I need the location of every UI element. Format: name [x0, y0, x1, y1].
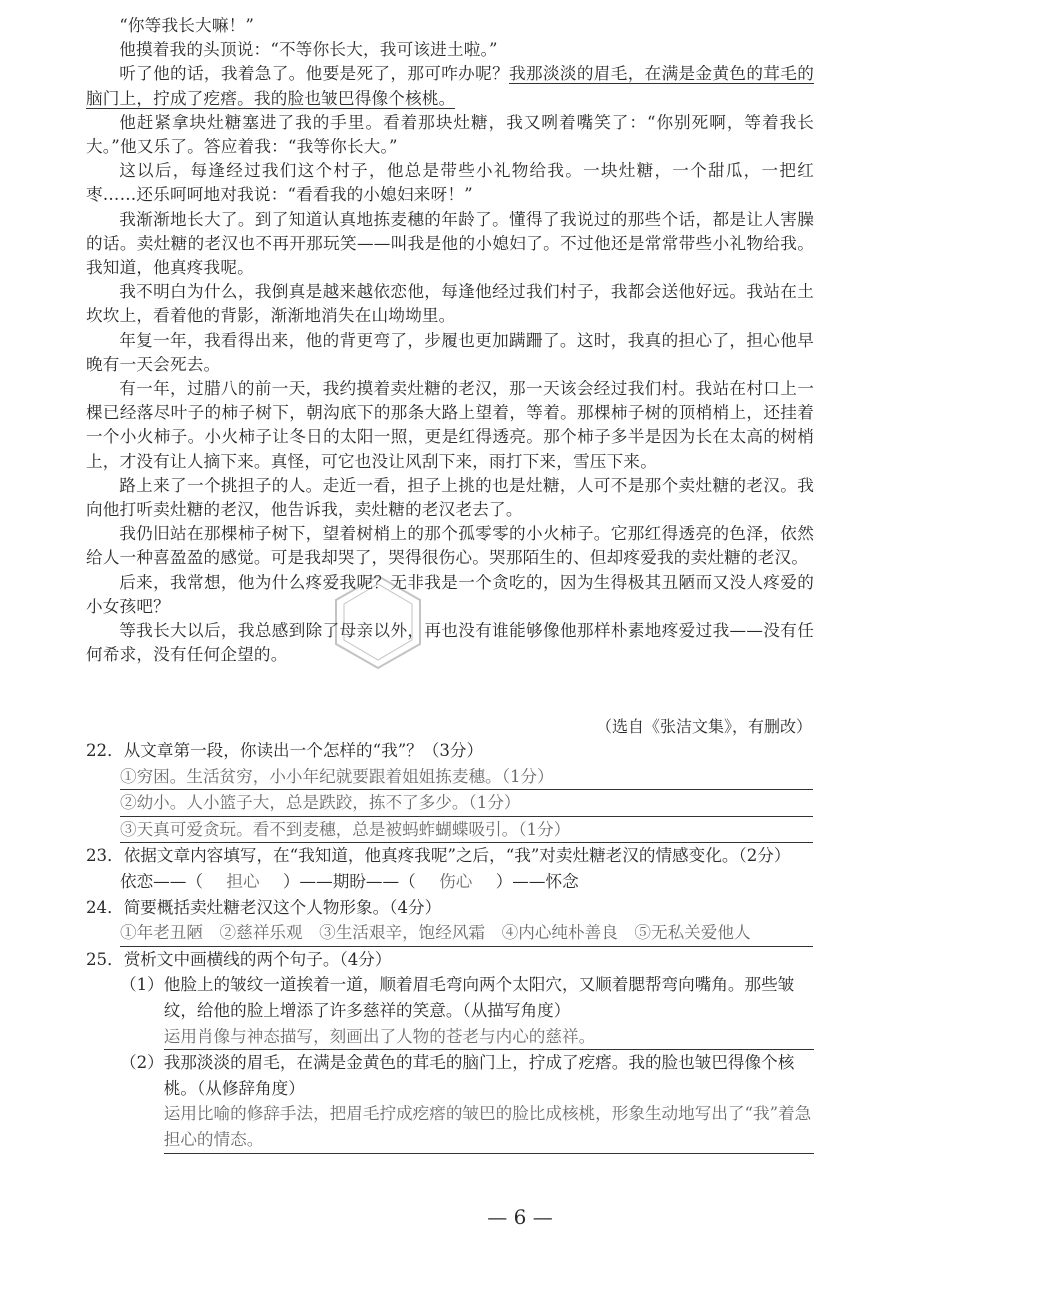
paragraph-text: 听了他的话，我着急了。他要是死了，那可咋办呢？ — [119, 64, 510, 84]
answer-line: 运用比喻的修辞手法，把眉毛拧成疙瘩的皱巴的脸比成核桃，形象生动地写出了“我”着急担心的情态。 — [164, 1101, 814, 1153]
page-number: — 6 — — [487, 1205, 553, 1229]
source-citation: （选自《张洁文集》，有删改） — [595, 717, 812, 736]
watermark-stamp-icon — [328, 572, 428, 672]
sub-question-number: （2） — [120, 1053, 164, 1073]
answer-line: ①年老丑陋 ②慈祥乐观 ③生活艰辛，饱经风霜 ④内心纯朴善良 ⑤无私关爱他人 — [120, 920, 813, 947]
question-22: 22．从文章第一段，你读出一个怎样的“我”？（3分） — [86, 741, 484, 760]
question-25: 25．赏析文中画横线的两个句子。（4分） — [86, 949, 392, 969]
paragraph — [86, 62, 814, 110]
sub-question-number: （1） — [120, 975, 164, 995]
question-24: 24．简要概括卖灶糖老汉这个人物形象。（4分） — [86, 897, 442, 917]
answer-line: 运用肖像与神态描写，刻画出了人物的苍老与内心的慈祥。 — [164, 1024, 814, 1051]
sub-question-1 — [120, 972, 814, 1050]
paragraph: 我渐渐地长大了。到了知道认真地拣麦穗的年龄了。懂得了我说过的那些个话，都是让人害臊的话。卖灶糖的老汉也不再开那玩笑——叫我是他的小媳妇了。不过他还是常常带些小礼物给我。我知道，他真疼我呢。 — [86, 209, 814, 278]
reading-passage — [86, 14, 814, 667]
paragraph: 路上来了一个挑担子的人。走近一看，担子上挑的也是灶糖，人可不是那个卖灶糖的老汉。我向他打听卖灶糖的老汉，他告诉我，卖灶糖的老汉老去了。 — [86, 475, 814, 520]
paragraph: 这以后，每逢经过我们这个村子，他总是带些小礼物给我。一块灶糖，一个甜瓜，一把红枣……还乐呵呵地对我说：“看看我的小媳妇来呀！” — [86, 161, 814, 205]
fill-blank-answer: 伤心 — [439, 871, 473, 891]
paragraph: 他摸着我的头顶说：“不等你长大，我可该进土啦。” — [119, 40, 498, 60]
fill-in-line — [120, 869, 814, 895]
paragraph: 有一年，过腊八的前一天，我约摸着卖灶糖的老汉，那一天该会经过我们村。我站在村口上一棵已经落尽叶子的柿子树下，朝沟底下的那条大路上望着，等着。那棵柿子树的顶梢梢上，还挂着一个小火柿子。小火柿子让冬日的太阳一照，更是红得透亮。那个柿子多半是因为长在太高的树梢上，才没有让人摘下来。真怪，可它也没让风刮下来，雨打下来，雪压下来。 — [86, 379, 814, 471]
paragraph: “你等我长大嘛！” — [119, 16, 255, 35]
fill-blank-answer: 担心 — [226, 871, 260, 891]
fill-text: ）——期盼——（ — [282, 871, 416, 891]
paragraph: 我不明白为什么，我倒真是越来越依恋他，每逢他经过我们村子，我都会送他好远。我站在土坎坎上，看着他的背影，渐渐地消失在山坳坳里。 — [86, 282, 814, 326]
paragraph: 年复一年，我看得出来，他的背更弯了，步履也更加蹒跚了。这时，我真的担心了，担心他早晚有一天会死去。 — [86, 330, 814, 374]
paragraph: 后来，我常想，他为什么疼爱我呢？无非我是一个贪吃的，因为生得极其丑陋而又没人疼爱的小女孩吧？ — [86, 572, 814, 616]
paragraph: 等我长大以后，我总感到除了母亲以外，再也没有谁能够像他那样朴素地疼爱过我——没有任何希求，没有任何企望的。 — [86, 621, 814, 665]
questions-section — [86, 738, 814, 1154]
question-23: 23．依据文章内容填写，在“我知道，他真疼我呢”之后，“我”对卖灶糖老汉的情感变化。（2分） — [86, 846, 791, 866]
answer-line: ③天真可爱贪玩。看不到麦穗，总是被蚂蚱蝴蝶吸引。（1分） — [120, 817, 813, 844]
sub-question-2 — [120, 1050, 814, 1153]
sub-question-text: 我那淡淡的眉毛，在满是金黄色的茸毛的脑门上，拧成了疙瘩。我的脸也皱巴得像个核桃。（从修辞角度） — [163, 1053, 795, 1098]
fill-text: ）——怀念 — [495, 871, 579, 891]
underlined-sentence: 我那淡淡的眉毛，在满是金黄色的茸毛的脑门上，拧成了疙瘩。我的脸也皱巴得像个核桃。 — [86, 64, 814, 108]
paragraph: 他赶紧拿块灶糖塞进了我的手里。看着那块灶糖，我又咧着嘴笑了：“你别死啊，等着我长大。”他又乐了。答应着我：“我等你长大。” — [86, 112, 814, 157]
fill-text: 依恋——（ — [120, 871, 203, 891]
paragraph: 我仍旧站在那棵柿子树下，望着树梢上的那个孤零零的小火柿子。它那红得透亮的色泽，依然给人一种喜盈盈的感觉。可是我却哭了，哭得很伤心。哭那陌生的、但却疼爱我的卖灶糖的老汉。 — [86, 524, 814, 568]
answer-line: ①穷困。生活贫穷，小小年纪就要跟着姐姐拣麦穗。（1分） — [120, 764, 813, 791]
answer-line: ②幼小。人小篮子大，总是跌跤，拣不了多少。（1分） — [120, 790, 813, 817]
sub-question-text: 他脸上的皱纹一道挨着一道，顺着眉毛弯向两个太阳穴，又顺着腮帮弯向嘴角。那些皱纹，给他的脸上增添了许多慈祥的笑意。（从描写角度） — [163, 975, 795, 1020]
